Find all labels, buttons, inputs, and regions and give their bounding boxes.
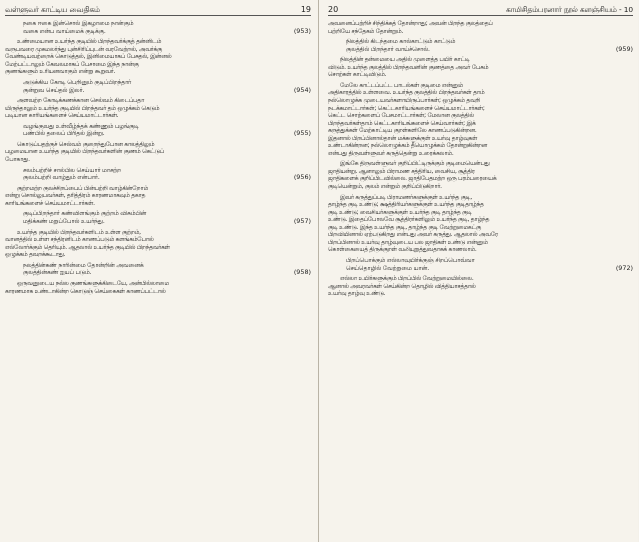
- kural-verse: [5, 210, 311, 225]
- paragraph-line: வருபவரை முகமலர்ந்து புன்சிரிப்புடன் வரவேற்றல், அவர்க்கு: [5, 45, 163, 53]
- left-running-title: வள்ளுவர் காட்டிய வைதிகம்: [5, 5, 100, 14]
- paragraph-line: நல்லொழுக்க முடையவர்களாயிருப்பார்கள்; ஒழுக்கம் தவறி: [328, 97, 481, 105]
- paragraph-line: ஜாதியன்று. ஆனாலும் பிராமண சத்திரிய, வைசிய, சூத்திர: [328, 167, 475, 175]
- paragraph: [5, 38, 311, 76]
- paragraph-line: விடும். உயர்ந்த குலத்தில் பிறந்தவனின் குணத்தை அவர் பேசும்: [328, 63, 489, 71]
- verse-number: (957): [293, 217, 311, 225]
- paragraph: [328, 82, 633, 157]
- paragraph-line: குற்றமற்ற குலச்சிறப்பைப் பின்பற்றி வாழ்கின்றோம்: [17, 184, 148, 192]
- verse-line: பண்பில் தலைப் பிரிதல் இன்று.: [23, 130, 105, 138]
- paragraph: [5, 97, 311, 120]
- paragraph-line: கொடுப்பதற்குச் செல்வம் குறைந்துபோன காலத்திலும்: [17, 140, 155, 148]
- paragraph-line: என்று சொல்லுபவர்கள், தரித்திரம் காரணமாகவும் தகாத: [5, 192, 146, 200]
- verse-number: (972): [615, 263, 633, 272]
- paragraph: [328, 275, 633, 298]
- verse-line: குடிப்பிறந்தார் கண்விளங்கும் குற்றம் விசும்பின்: [23, 210, 147, 218]
- paragraph-line: பிறப்பினால் உயர்வு தாழ்வுடைய பல ஜாதிகள் உண்டு என்னும்: [328, 238, 488, 246]
- paragraph-line: அளவற்ற கோடிக்கணக்கான செல்வம் கிடைப்பதா: [17, 97, 145, 105]
- verse-number: (953): [293, 26, 311, 35]
- kural-verse: [328, 257, 633, 272]
- paragraph-line: கொள்கையைத் திருக்குறள் வலியுறுத்துவதாகக் காணலாம்.: [328, 246, 477, 254]
- paragraph-line: கெட்ட சொற்களைப் பேசமாட்டார்கள்; மேலான குலத்தில்: [328, 112, 474, 120]
- paragraph-line: அவனைப்பற்றிச் சிந்திக்கத் தோன்றாது; அவன் பிறந்த குலத்தைப்: [328, 20, 493, 27]
- verse-number: (955): [293, 129, 311, 138]
- verse-line: செய்தொழில் வேற்றுமை யான்.: [346, 264, 429, 272]
- kural-verse: [5, 79, 311, 94]
- paragraph: [5, 141, 311, 164]
- paragraph-line: பழமையான உயர்ந்த குடியில் பிறந்தவர்களின் குணம் கெட்டுப்: [5, 148, 164, 156]
- verse-line: நிலத்தில் கிடந்தமை கால்காட்டும் காட்டும்: [346, 38, 456, 46]
- paragraph-line: காரியங்களைச் செய்யமாட்டார்கள்.: [5, 199, 95, 207]
- right-page-header: [328, 4, 633, 16]
- paragraph-line: உண்டாகின்றன; நல்லொழுக்கம் தீயொழுக்கம் தோன்றுகின்றன: [328, 142, 488, 150]
- paragraph-line: எல்லோர்க்கும் தெரியும். ஆதலால் உயர்ந்த குடியில் பிறந்தவர்கள்: [5, 243, 170, 251]
- paragraph-line: எல்லா உயிர்களுக்கும் பிறப்பில் வேற்றுமையில்லை.: [340, 275, 474, 283]
- paragraph: [328, 56, 633, 79]
- verse-line: குலத்தின்கண் ஐயப் படும்.: [23, 269, 92, 277]
- verse-number: (958): [293, 268, 311, 277]
- left-page-number: 19: [300, 5, 311, 14]
- paragraph-line: உயர்ந்த குடியில் பிறந்தவர்களிடம் உள்ள குற்றம்,: [17, 228, 141, 236]
- paragraph-line: அதிகாரத்தில் உள்ளவை. உயர்ந்த குலத்தில் பிறந்தவர்கள் தாம்: [328, 89, 485, 97]
- paragraph: [328, 20, 633, 35]
- kural-verse: [5, 167, 311, 182]
- paragraph-line: ஆனால் அவரவர்கள் செய்கின்ற தொழில் வித்தியாசத்தால்: [328, 282, 476, 290]
- verse-line: குன்றுவ செய்தல் இலர்.: [23, 86, 85, 94]
- paragraph-line: பிறந்தவர்கள்தாம் கெட்டகாரியங்களைச் செய்வார்கள்; இக்: [328, 119, 476, 127]
- paragraph-line: வேண்டியவற்றைக் கொடுத்தல், இனிமையாகப் பேசுதல், இன்னல்: [5, 53, 172, 61]
- left-page: [0, 0, 319, 542]
- paragraph-line: கருத்துக்கள் மேற்காட்டிய குறள்களிலே காணப்படுகின்றன.: [328, 127, 477, 135]
- verse-number: (954): [293, 85, 311, 94]
- paragraph-line: உயர்வு தாழ்வு உண்டு.: [328, 290, 386, 298]
- verse-line: வகை என்ப வாய்மைக் குடிக்கு.: [23, 27, 106, 35]
- right-running-title: காமிசிதம்பரனார் நூல் களஞ்சியம் - 10: [506, 5, 633, 14]
- verse-line: நகை ஈகை இன்சொல் இகழாமை நான்கும்: [23, 20, 134, 27]
- verse-number: (959): [615, 44, 633, 53]
- paragraph-line: இங்கே திருவள்ளுவர் குறிப்பிட்டிருக்கும் குடிமையென்பது: [340, 160, 490, 168]
- paragraph: [5, 229, 311, 259]
- paragraph-line: குடி உண்டு; வைசியர்களுக்குள் உயர்ந்த குடி தாழ்ந்த குடி: [328, 208, 472, 216]
- paragraph-line: காரணமாக உண்டாகின்ற கொடுஞ் செய்கைகள் காணப்பட்டால்: [5, 287, 166, 295]
- verse-line: மதிக்கண் மறுப்போல் உயர்ந்து.: [23, 218, 105, 225]
- paragraph-line: என்பது திருவள்ளுவர் கருத்தென்று உரைக்கலாம்.: [328, 149, 454, 157]
- verse-line: குலம்பற்றி வாழ்தும் என்பார்.: [23, 174, 100, 182]
- paragraph-line: உண்மையான உயர்ந்த குடியில் பிறந்தவர்க்குத் தன்னிடம்: [17, 38, 162, 46]
- paragraph: [328, 160, 633, 190]
- paragraph-line: சொற்கள் காட்டிவிடும்.: [328, 71, 387, 79]
- verse-line: குலத்தில் பிறந்தார் வாய்ச்சொல்.: [346, 45, 430, 53]
- kural-verse: [5, 20, 311, 35]
- paragraph-line: வானத்தில் உள்ள சந்திரனிடம் காணப்படும் களங்கம்போல்: [5, 236, 154, 244]
- verse-line: அடுக்கிய கோடி பெறினும் குடிப்பிறந்தார்: [23, 78, 132, 86]
- right-page-number: 20: [328, 5, 339, 14]
- kural-verse: [5, 262, 311, 277]
- left-page-header: [5, 4, 311, 16]
- right-page-body: [328, 20, 633, 298]
- paragraph-line: ஒழுக்கம் தவறக்கூடாது.: [5, 251, 66, 259]
- paragraph: [5, 185, 311, 208]
- verse-line: சலம்பற்றிச் சால்பில செய்யார் மாசற்ற: [23, 166, 121, 174]
- kural-verse: [328, 38, 633, 53]
- paragraph-line: நிலத்தின் தன்மையை அதில் முளைத்த பயிர் காட்டி: [340, 56, 470, 64]
- paragraph-line: இதனால் பிறப்பினால்தான் மக்களுக்குள் உயர்வு தாழ்வுகள்: [328, 134, 478, 142]
- verse-line: வழங்குவது உள்வீழ்ந்தக் கண்ணும் பழங்குடி: [23, 122, 139, 130]
- paragraph-line: ஒருவனுடைய நல்ல குணங்களுக்கிடையே, அன்பில்லாமை: [17, 279, 169, 287]
- left-page-body: [5, 20, 311, 295]
- paragraph-line: உண்டு. இதைப்போலவே சூத்திரர்களிலும் உயர்ந்த குடி, தாழ்ந்த: [328, 216, 490, 224]
- paragraph-line: நடக்கமாட்டார்கள்; கெட்டகாரியங்களைச் செய்யமாட்டார்கள்;: [328, 104, 485, 112]
- paragraph-line: ஜாதிகளைக் குறிப்பிடவில்லை. ஜாதிபேதமற்ற ஒரு பரம்பரையைக்: [328, 175, 497, 183]
- paragraph: [328, 194, 633, 254]
- paragraph-line: குடியென்றும், குலம் என்றும் குறிப்பிடுகிறார்.: [328, 183, 442, 191]
- kural-verse: [5, 123, 311, 138]
- paragraph-line: குடி உண்டு. இந்த உயர்ந்த குடி, தாழ்ந்த குடி வேற்றுமைகட்கு: [328, 223, 481, 231]
- paragraph: [5, 280, 311, 295]
- paragraph-line: குணங்களும் உரியனவாகும் என்று கூறுவர்.: [5, 68, 116, 76]
- verse-line: பிறப்பொக்கும் எல்லாவுயிர்க்குஞ் சிறப்பொவ்வா: [346, 256, 475, 264]
- paragraph-line: பிறவியினால் ஏற்படுகிறது என்பது அவர் கருத்து. ஆதலால் அவரே: [328, 231, 498, 239]
- verse-line: நலத்தின்கண் நாரின்மை தோன்றின் அவனைக்: [23, 261, 144, 269]
- right-page: [319, 0, 638, 542]
- paragraph-line: போகாது.: [5, 156, 30, 164]
- paragraph-line: மேலே காட்டப்பட்ட பாடல்கள் குடிமை என்னும்: [340, 81, 463, 89]
- paragraph-line: படியான காரியங்களைச் செய்யமாட்டார்கள்.: [5, 112, 119, 120]
- paragraph-line: தாழ்ந்த குடி உண்டு; க்ஷத்திரியர்களுக்குள் உயர்ந்த குடிதாழ்ந்த: [328, 201, 484, 209]
- verse-number: (956): [293, 173, 311, 182]
- paragraph-line: இவர் கருத்துப்படி பிராமணர்களுக்குள் உயர்ந்த குடி,: [340, 193, 472, 201]
- paragraph-line: பற்றியே சந்தேகம் தோன்றும்.: [328, 27, 404, 35]
- paragraph-line: மேற்பட்டாலும் கேவலமாகப் பேசாமை இந்த நான்கு: [5, 60, 139, 68]
- paragraph-line: யிருந்தாலும் உயர்ந்த குடியில் பிறந்தவர் தம் ஒழுக்கம் கெடும்: [5, 104, 160, 112]
